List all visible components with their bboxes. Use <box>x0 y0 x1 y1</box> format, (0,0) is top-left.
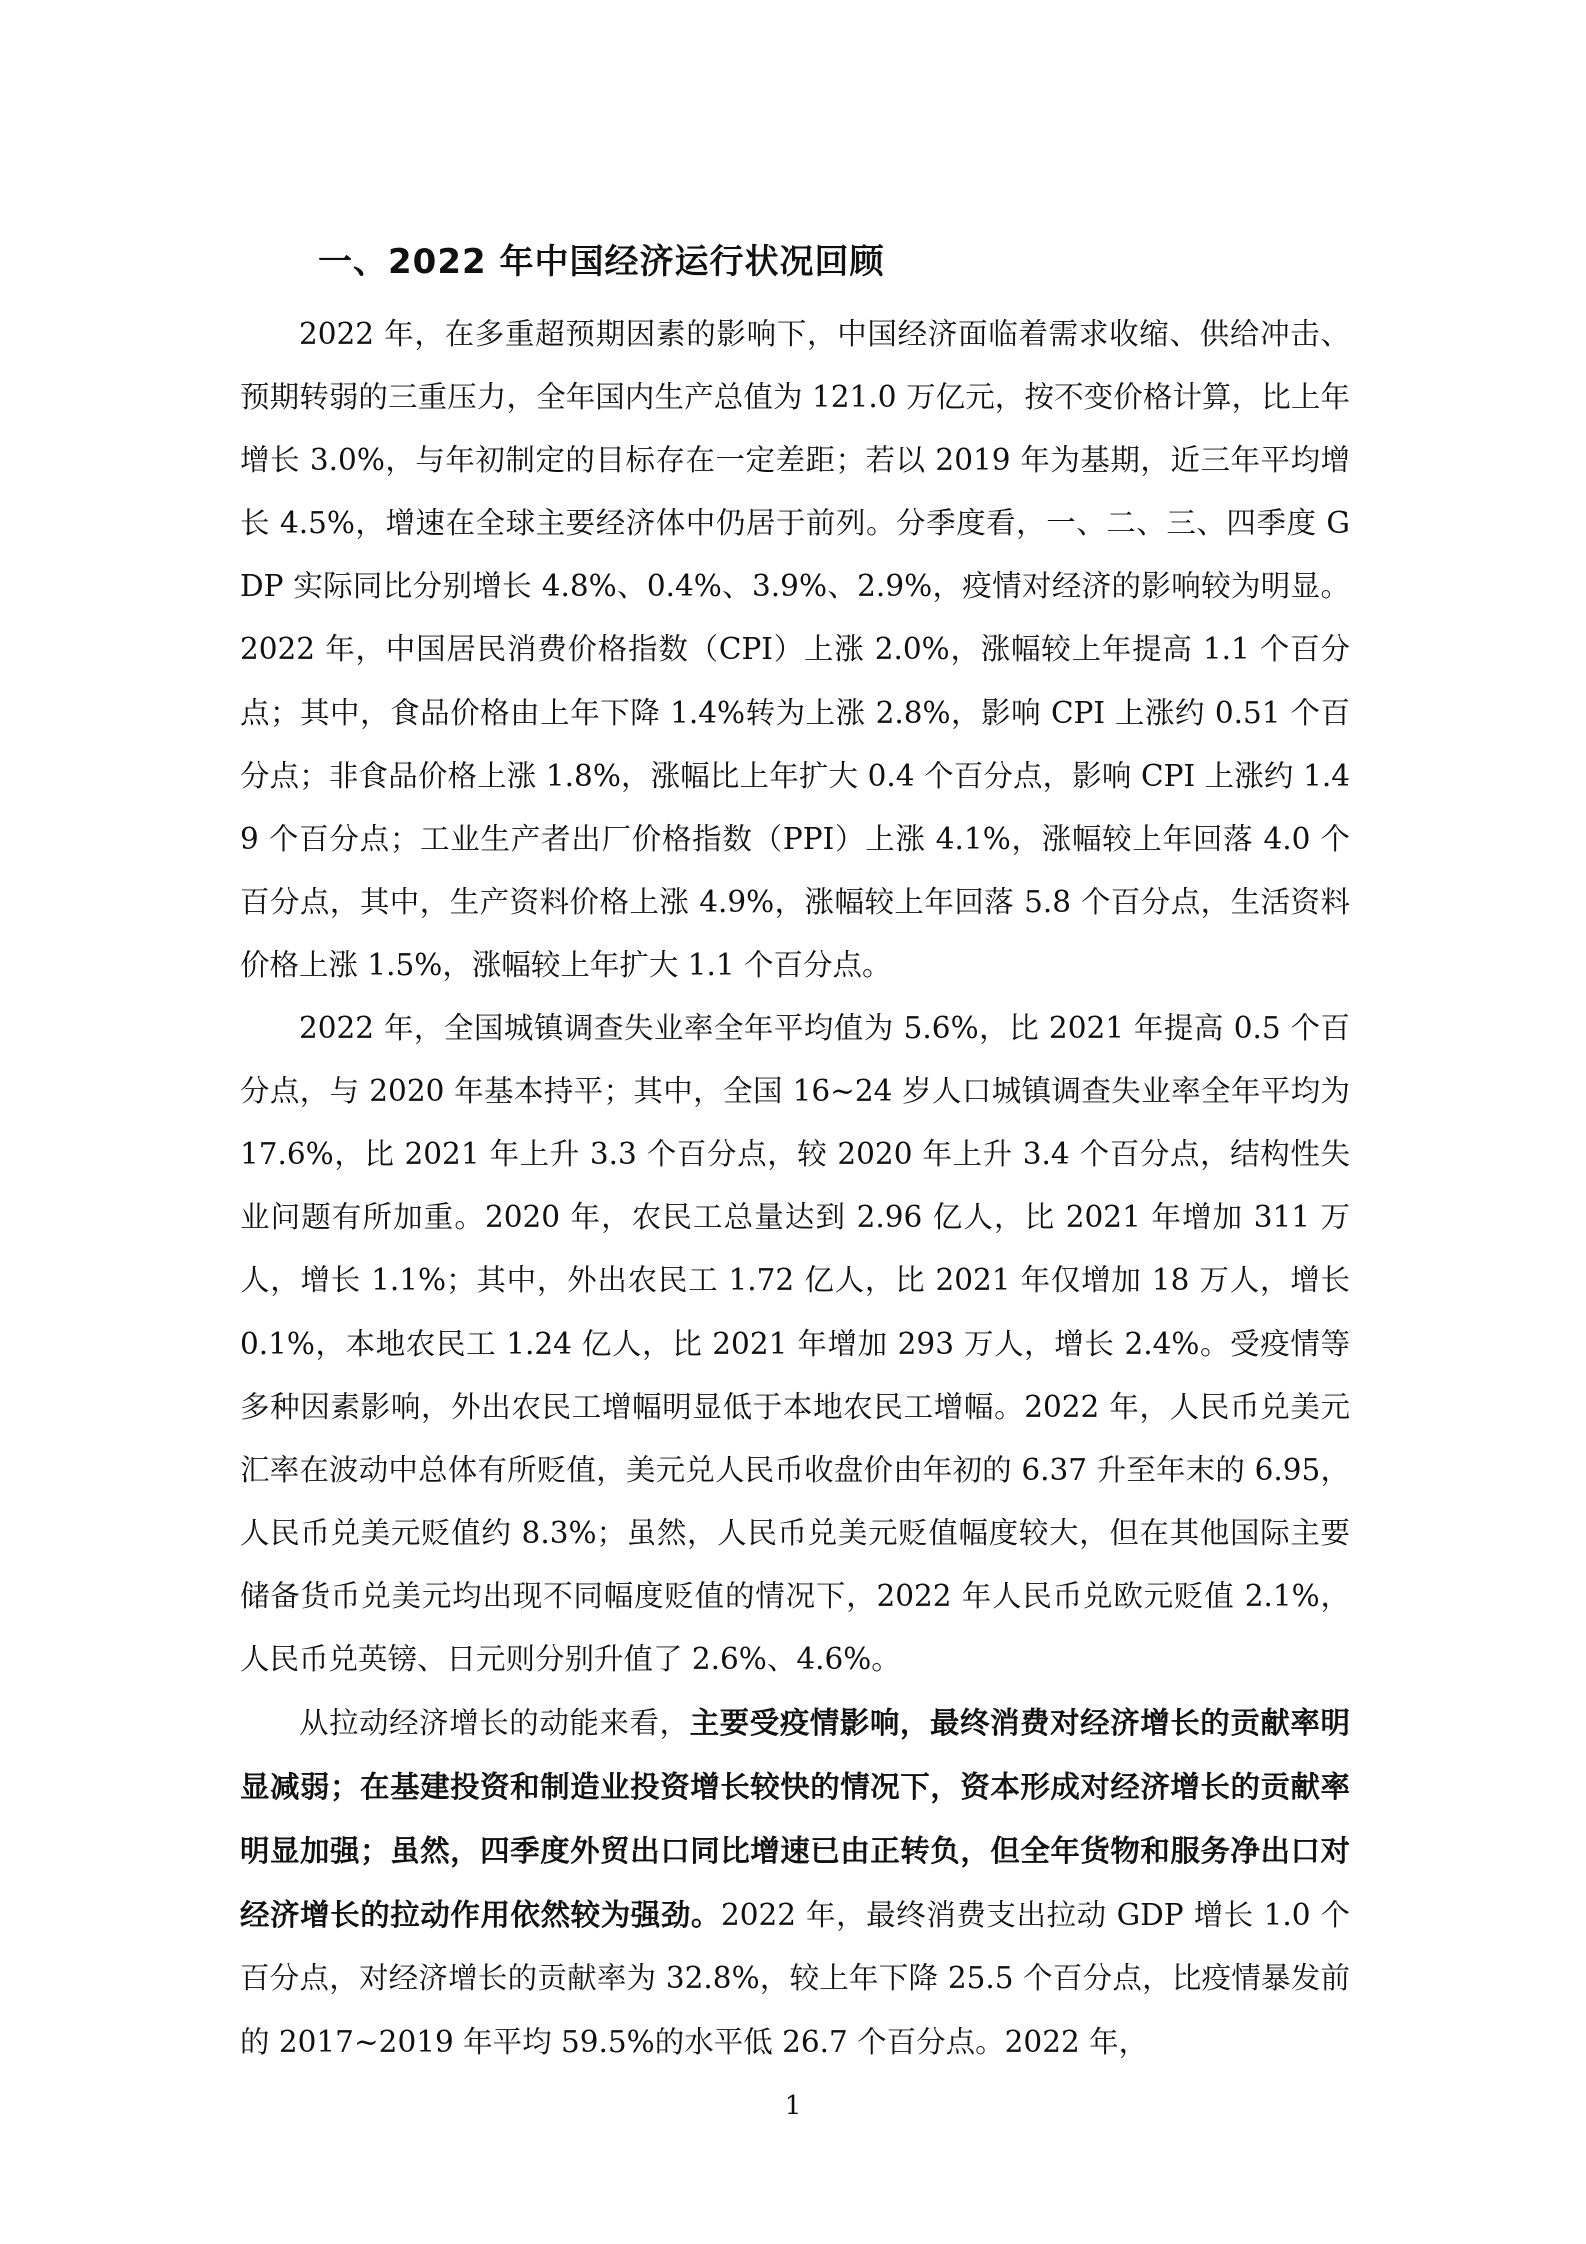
paragraph-gdp-and-prices: 2022 年，在多重超预期因素的影响下，中国经济面临着需求收缩、供给冲击、预期转弱的三重压力，全年国内生产总值为 121.0 万亿元，按不变价格计算，比上年增长 3.0%，与年初制定的目标存在一定差距；若以 2019 年为基期，近三年平均增长 4.5%，增速在全球主要经济体中仍居于前列。分季度看，一、二、三、四季度 GDP 实际同比分别增长 4.8%、0.4%、3.9%、2.9%，疫情对经济的影响较为明显。2022 年，中国居民消费价格指数（CPI）上涨 2.0%，涨幅较上年提高 1.1 个百分点；其中，食品价格由上年下降 1.4%转为上涨 2.8%，影响 CPI 上涨约 0.51 个百分点；非食品价格上涨 1.8%，涨幅比上年扩大 0.4 个百分点，影响 CPI 上涨约 1.49 个百分点；工业生产者出厂价格指数（PPI）上涨 4.1%，涨幅较上年回落 4.0 个百分点，其中，生产资料价格上涨 4.9%，涨幅较上年回落 5.8 个百分点，生活资料价格上涨 1.5%，涨幅较上年扩大 1.1 个百分点。 <box>240 317 1350 982</box>
page-number: 1 <box>784 2091 802 2121</box>
paragraph-growth-drivers-rest: 2022 年，最终消费支出拉动 GDP 增长 1.0 个百分点，对经济增长的贡献率为 32.8%，较上年下降 25.5 个百分点，比疫情暴发前的 2017~2019 年平均 59.5%的水平低 26.7 个百分点。2022 年， <box>240 1898 1350 2059</box>
paragraph-growth-drivers <box>240 1691 1350 2074</box>
section-heading: 一、2022 年中国经济运行状况回顾 <box>318 242 885 282</box>
body-text <box>240 303 1350 2074</box>
paragraph-employment-and-exchange-rate: 2022 年，全国城镇调查失业率全年平均值为 5.6%，比 2021 年提高 0.5 个百分点，与 2020 年基本持平；其中，全国 16~24 岁人口城镇调查失业率全年平均为 17.6%，比 2021 年上升 3.3 个百分点，较 2020 年上升 3.4 个百分点，结构性失业问题有所加重。2020 年，农民工总量达到 2.96 亿人，比 2021 年增加 311 万人，增长 1.1%；其中，外出农民工 1.72 亿人，比 2021 年仅增加 18 万人，增长 0.1%，本地农民工 1.24 亿人，比 2021 年增加 293 万人，增长 2.4%。受疫情等多种因素影响，外出农民工增幅明显低于本地农民工增幅。2022 年，人民币兑美元汇率在波动中总体有所贬值，美元兑人民币收盘价由年初的 6.37 升至年末的 6.95，人民币兑美元贬值约 8.3%；虽然，人民币兑美元贬值幅度较大，但在其他国际主要储备货币兑美元均出现不同幅度贬值的情况下，2022 年人民币兑欧元贬值 2.1%，人民币兑英镑、日元则分别升值了 2.6%、4.6%。 <box>240 1011 1350 1676</box>
paragraph-growth-drivers-intro: 从拉动经济增长的动能来看， <box>299 1706 690 1741</box>
paragraph-growth-drivers-emphasis: 主要受疫情影响，最终消费对经济增长的贡献率明显减弱；在基建投资和制造业投资增长较快的情况下，资本形成对经济增长的贡献率明显加强；虽然，四季度外贸出口同比增速已由正转负，但全年货物和服务净出口对经济增长的拉动作用依然较为强劲。 <box>240 1705 1350 1933</box>
